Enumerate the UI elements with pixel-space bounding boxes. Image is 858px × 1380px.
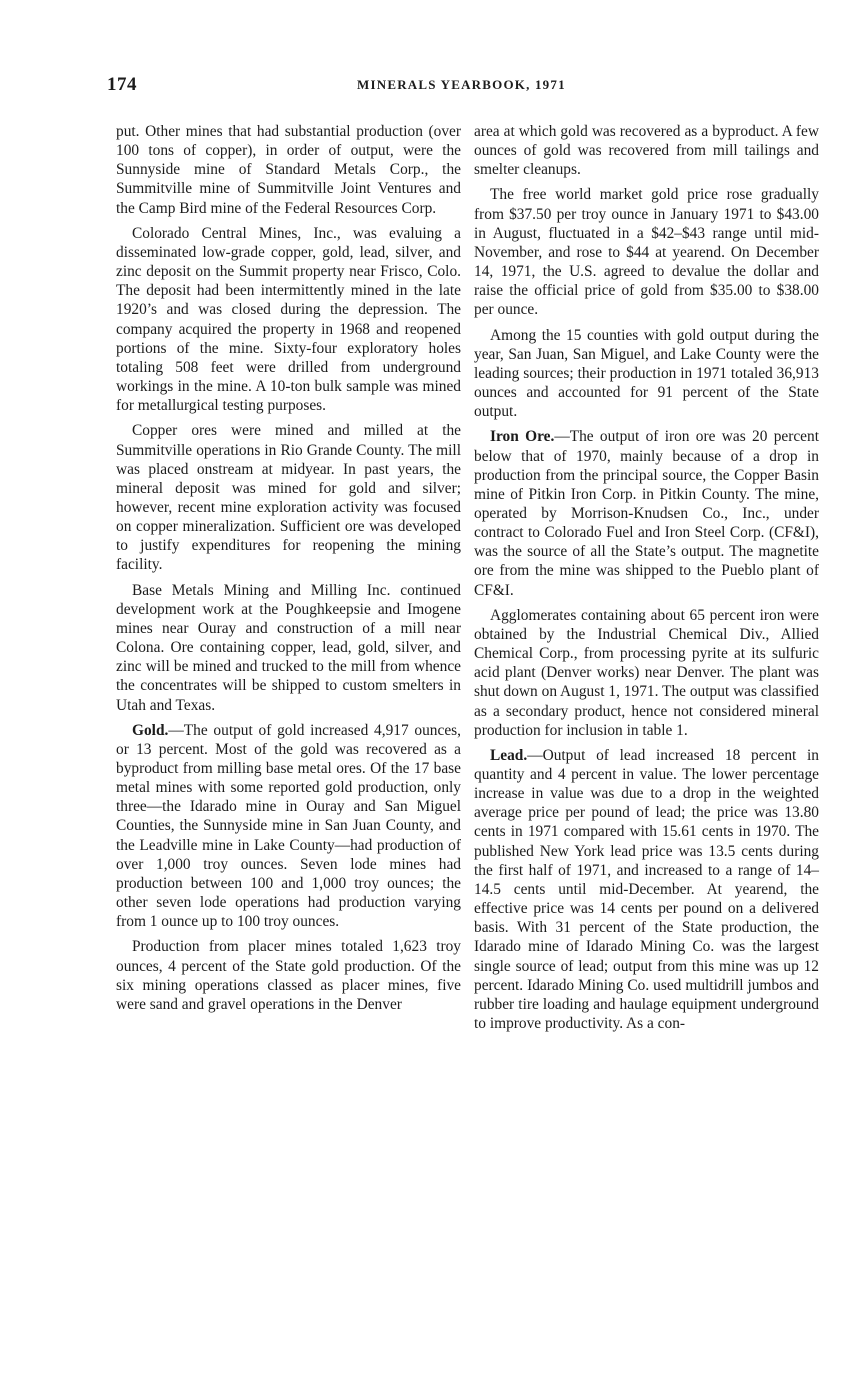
paragraph-agglomerates: Agglomerates containing about 65 percent iron were obtained by the Industrial Chemical Div., Allied Chemical Corp., from processing pyrite at its sulfuric acid plant (Denver works) near Denver. The plant was shut down on August 1, 1971. The output was classified as a secondary product, hence not considered mineral production for inclusion in table 1. [474,606,819,739]
iron-ore-text: —The output of iron ore was 20 percent below that of 1970, mainly because of a drop in production from the principal source, the Copper Basin mine of Pitkin Iron Corp. in Pitkin County. The mine, operated by Morrison-Knudsen Co., Inc., under contract to Colorado Fuel and Iron Steel Corp. (CF&I), was the source of all the State’s output. The magnetite ore from the mine was shipped to the Pueblo plant of CF&I. [474,428,819,599]
paragraph-base-metals-mining: Base Metals Mining and Milling Inc. continued development work at the Poughkeepsie and Imogene mines near Ouray and construction of a mill near Colona. Ore containing copper, lead, gold, silver, and zinc will be mined and trucked to the mill from whence the concentrates will be shipped to custom smelters in Utah and Texas. [116,581,461,714]
running-head: MINERALS YEARBOOK, 1971 [357,77,566,92]
paragraph-iron-ore [474,427,819,599]
paragraph-gold-counties: Among the 15 counties with gold output during the year, San Juan, San Miguel, and Lake County were the leading sources; their production in 1971 totaled 36,913 ounces and accounted for 91 percent of the State output. [474,326,819,421]
paragraph-byproduct-continued: area at which gold was recovered as a byproduct. A few ounces of gold was recovered from mill tailings and smelter cleanups. [474,123,819,179]
left-column [116,122,461,1020]
iron-ore-heading: Iron Ore. [490,428,555,446]
paragraph-summitville-copper: Copper ores were mined and milled at the Summitville operations in Rio Grande County. The mill was placed onstream at midyear. In past years, the mineral deposit was mined for gold and silver; however, recent mine exploration activity was focused on copper mineralization. Sufficient ore was developed to justify expenditures for reopening the mining facility. [116,422,461,574]
lead-heading: Lead. [490,746,528,764]
paragraph-colorado-central-mines: Colorado Central Mines, Inc., was evaluing a disseminated low-grade copper, gold, lead, silver, and zinc deposit on the Summit property near Frisco, Colo. The deposit had been intermittently mined in the late 1920’s and was closed during the depression. The company acquired the property in 1968 and reopened portions of the mine. Sixty-four exploratory holes totaling 508 feet were drilled from underground workings in the mine. A 10-ton bulk sample was mined for metallurgical testing purposes. [116,224,461,415]
right-column [474,122,819,1039]
page-header [107,74,817,98]
lead-text: —Output of lead increased 18 percent in quantity and 4 percent in value. The lower percentage increase in value was due to a drop in the weighted average price per pound of lead; the price was 13.80 cents in 1971 compared with 15.61 cents in 1970. The published New York lead price was 13.5 cents during the first half of 1971, and increased to a range of 14–14.5 cents until mid-December. At yearend, the effective price was 14 cents per pound on a delivered basis. With 31 percent of the State production, the Idarado mine of Idarado Mining Co. was the largest single source of lead; output from this mine was up 12 percent. Idarado Mining Co. used multidrill jumbos and rubber tire loading and haulage equipment underground to improve productivity. As a con- [474,746,819,1033]
paragraph-gold [116,721,461,932]
paragraph-lead [474,746,819,1033]
page-number: 174 [107,74,137,95]
paragraph-copper-continued: put. Other mines that had substantial production (over 100 tons of copper), in order of output, were the Sunnyside mine of Standard Metals Corp., the Summitville mine of Summitville Joint Ventures and the Camp Bird mine of the Federal Resources Corp. [116,123,461,217]
paragraph-placer-production: Production from placer mines totaled 1,623 troy ounces, 4 percent of the State gold production. Of the six mining operations classed as placer mines, five were sand and gravel operations in the Denver [116,938,461,1013]
gold-heading: Gold. [132,721,169,739]
gold-text: —The output of gold increased 4,917 ounces, or 13 percent. Most of the gold was recovered as a byproduct from milling base metal ores. Of the 17 base metal mines with some reported gold production, only three—the Idarado mine in Ouray and San Miguel Counties, the Sunnyside mine in San Juan County, and the Leadville mine in Lake County—had production of over 1,000 troy ounces. Seven lode mines had production between 100 and 1,000 troy ounces; the other seven lode operations had production varying from 1 ounce up to 100 troy ounces. [116,721,461,931]
paragraph-gold-price: The free world market gold price rose gradually from $37.50 per troy ounce in January 1971 to $43.00 in August, fluctuated in a $42–$43 range until mid-November, and rose to $44 at yearend. On December 14, 1971, the U.S. agreed to devalue the dollar and raise the official price of gold from $35.00 to $38.00 per ounce. [474,186,819,319]
